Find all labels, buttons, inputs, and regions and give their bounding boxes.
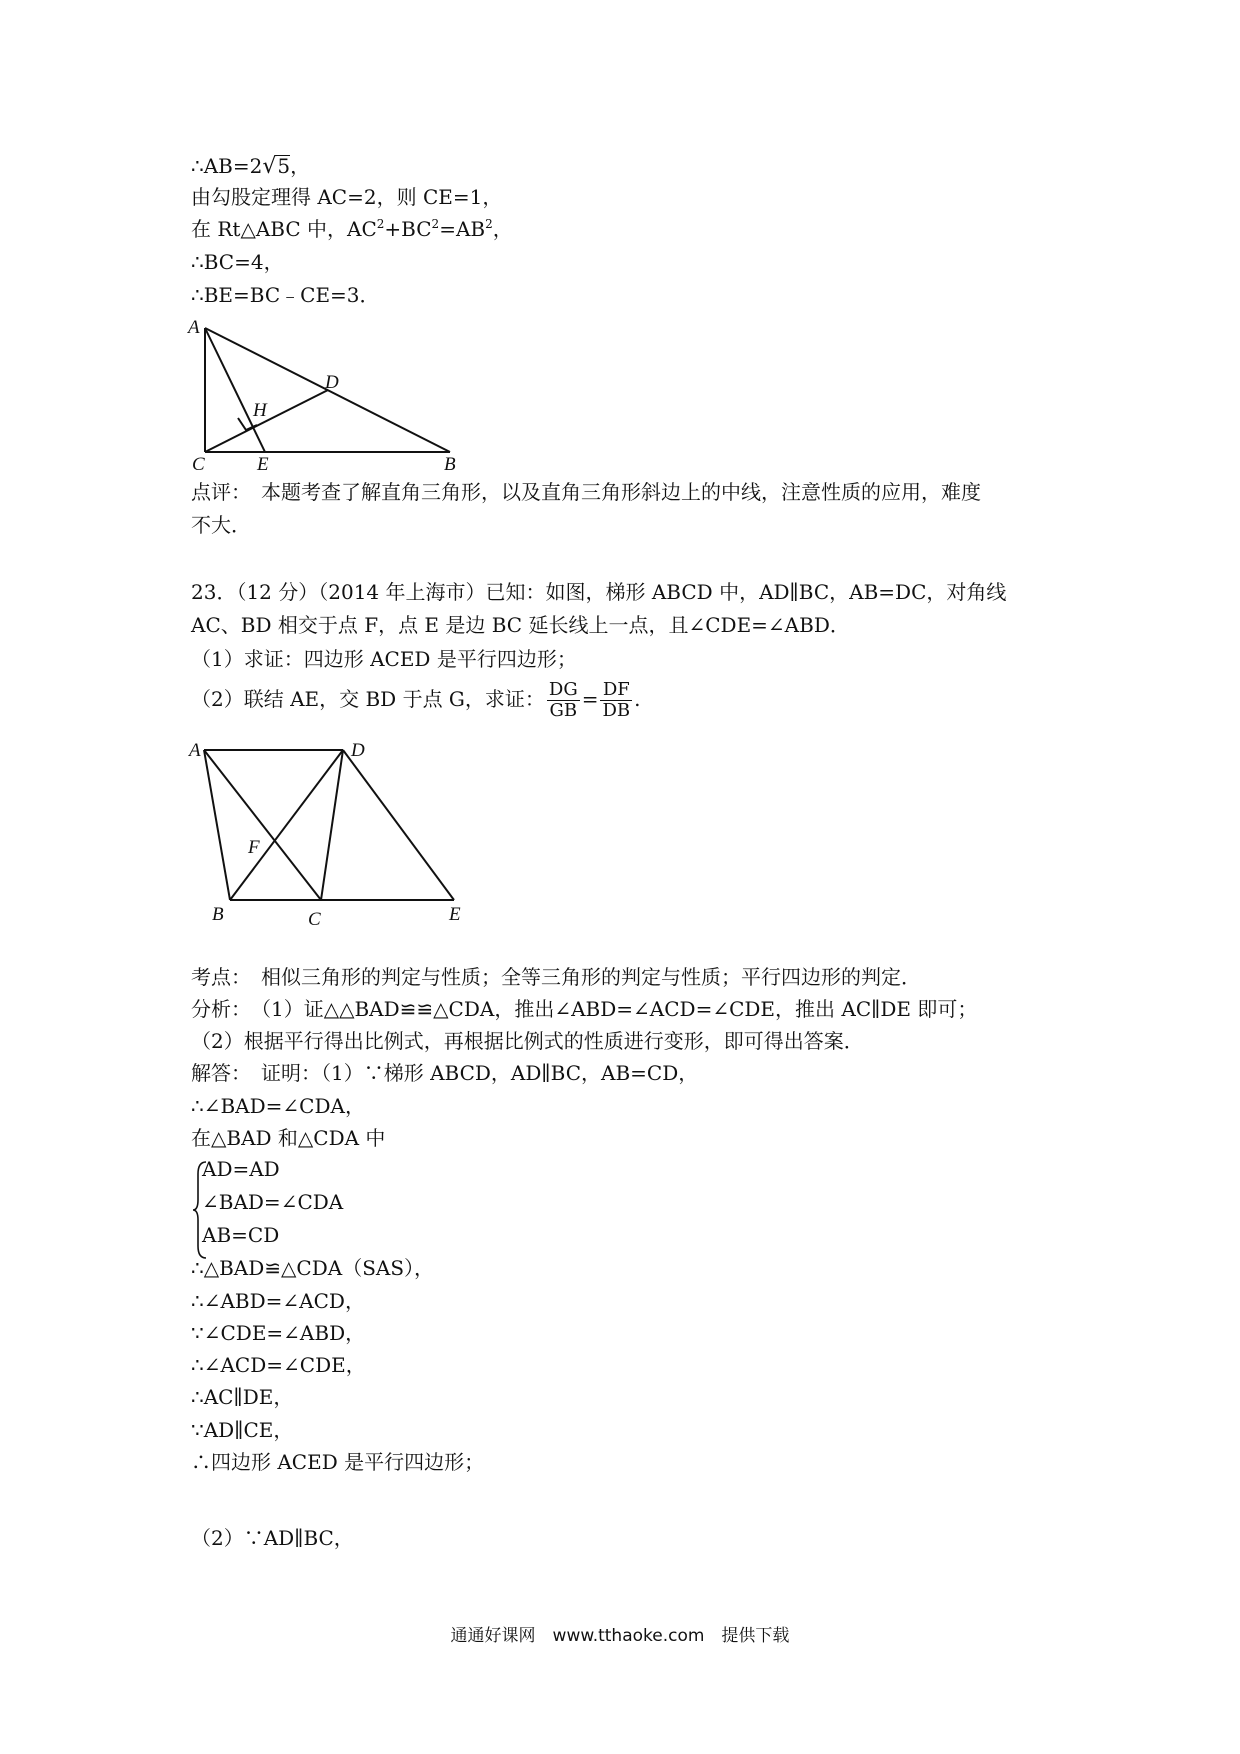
label-b: B [444,454,456,475]
step-5: ∵∠CDE=∠ABD， [191,1321,366,1345]
label-c: C [192,454,205,475]
equals-sign: = [581,687,599,711]
review-line-1: 点评： 本题考查了解直角三角形，以及直角三角形斜边上的中线，注意性质的应用，难度 [191,480,981,504]
diagonal-ac [204,750,321,900]
ab-suffix: ， [290,154,311,178]
label-b: B [212,904,224,925]
step-1: ∴∠BAD=∠CDA， [191,1094,365,1118]
rt-a: 在 Rt△ABC 中，AC [191,217,377,241]
step-3: ∴△BAD≌△CDA（SAS）， [191,1256,435,1280]
label-c: C [308,909,321,930]
fenxi-line: 分析： （1）证△△BAD≌≌△CDA，推出∠ABD=∠ACD=∠CDE，推出 AC∥DE 即可； [191,997,978,1021]
step-9: ∴四边形 ACED 是平行四边形； [191,1450,485,1474]
line-be: ∴BE=BC﹣CE=3． [191,283,380,307]
ab-prefix: ∴AB=2 [191,154,263,178]
review-line-2: 不大． [191,513,251,537]
label-a: A [189,740,201,761]
label-d: D [325,372,339,393]
label-e: E [449,904,461,925]
label-e: E [257,454,269,475]
step-4: ∴∠ABD=∠ACD， [191,1289,365,1313]
line-pythag: 由勾股定理得 AC=2，则 CE=1， [191,185,503,209]
exp-3: 2 [485,217,493,231]
label-h: H [253,400,267,421]
side-ab [204,750,230,900]
step-10: （2）∵AD∥BC， [191,1526,354,1550]
step-7: ∴AC∥DE， [191,1385,294,1409]
step-6: ∴∠ACD=∠CDE， [191,1353,366,1377]
rt-d: ， [492,217,513,241]
kaodian-line: 考点： 相似三角形的判定与性质；全等三角形的判定与性质；平行四边形的判定． [191,965,921,989]
label-f: F [248,837,260,858]
step-8: ∵AD∥CE， [191,1418,294,1442]
diagonal-bd [230,750,343,900]
problem23-line-1: 23．（12 分）（2014 年上海市）已知：如图，梯形 ABCD 中，AD∥BC，AB=DC，对角线 [191,580,1007,604]
step-2: 在△BAD 和△CDA 中 [191,1126,386,1150]
radicand: 5 [277,154,291,178]
rt-c: =AB [439,217,486,241]
system-eq-3: AB=CD [202,1223,280,1247]
frac2-den: DB [602,700,631,721]
jieda-line: 解答： 证明：（1）∵梯形 ABCD，AD∥BC，AB=CD， [191,1061,699,1085]
rt-b: +BC [384,217,432,241]
exp-1: 2 [376,217,385,231]
part2-suffix: . [634,687,641,711]
side-de [343,750,454,900]
radical-sign: √ [262,154,277,179]
system-eq-1: AD=AD [202,1157,280,1181]
label-a: A [188,317,200,338]
frac1-den: GB [549,700,578,721]
part2-prefix: （2）联结 AE，交 BD 于点 G，求证： [191,687,545,711]
problem23-part-1: （1）求证：四边形 ACED 是平行四边形； [191,647,577,671]
fenxi-line-2: （2）根据平行得出比例式，再根据比例式的性质进行变形，即可得出答案． [191,1029,864,1053]
side-dc [321,750,343,900]
frac2-num: DF [600,680,632,701]
problem23-line-2: AC、BD 相交于点 F，点 E 是边 BC 延长线上一点，且∠CDE=∠ABD． [191,613,850,637]
frac1-num: DG [548,679,578,700]
line-bc: ∴BC=4， [191,250,284,274]
exp-2: 2 [431,217,440,231]
system-eq-2: ∠BAD=∠CDA [202,1190,344,1214]
page-footer: 通通好课网 www.tthaoke.com 提供下载 [450,1626,790,1646]
label-d: D [351,740,365,761]
